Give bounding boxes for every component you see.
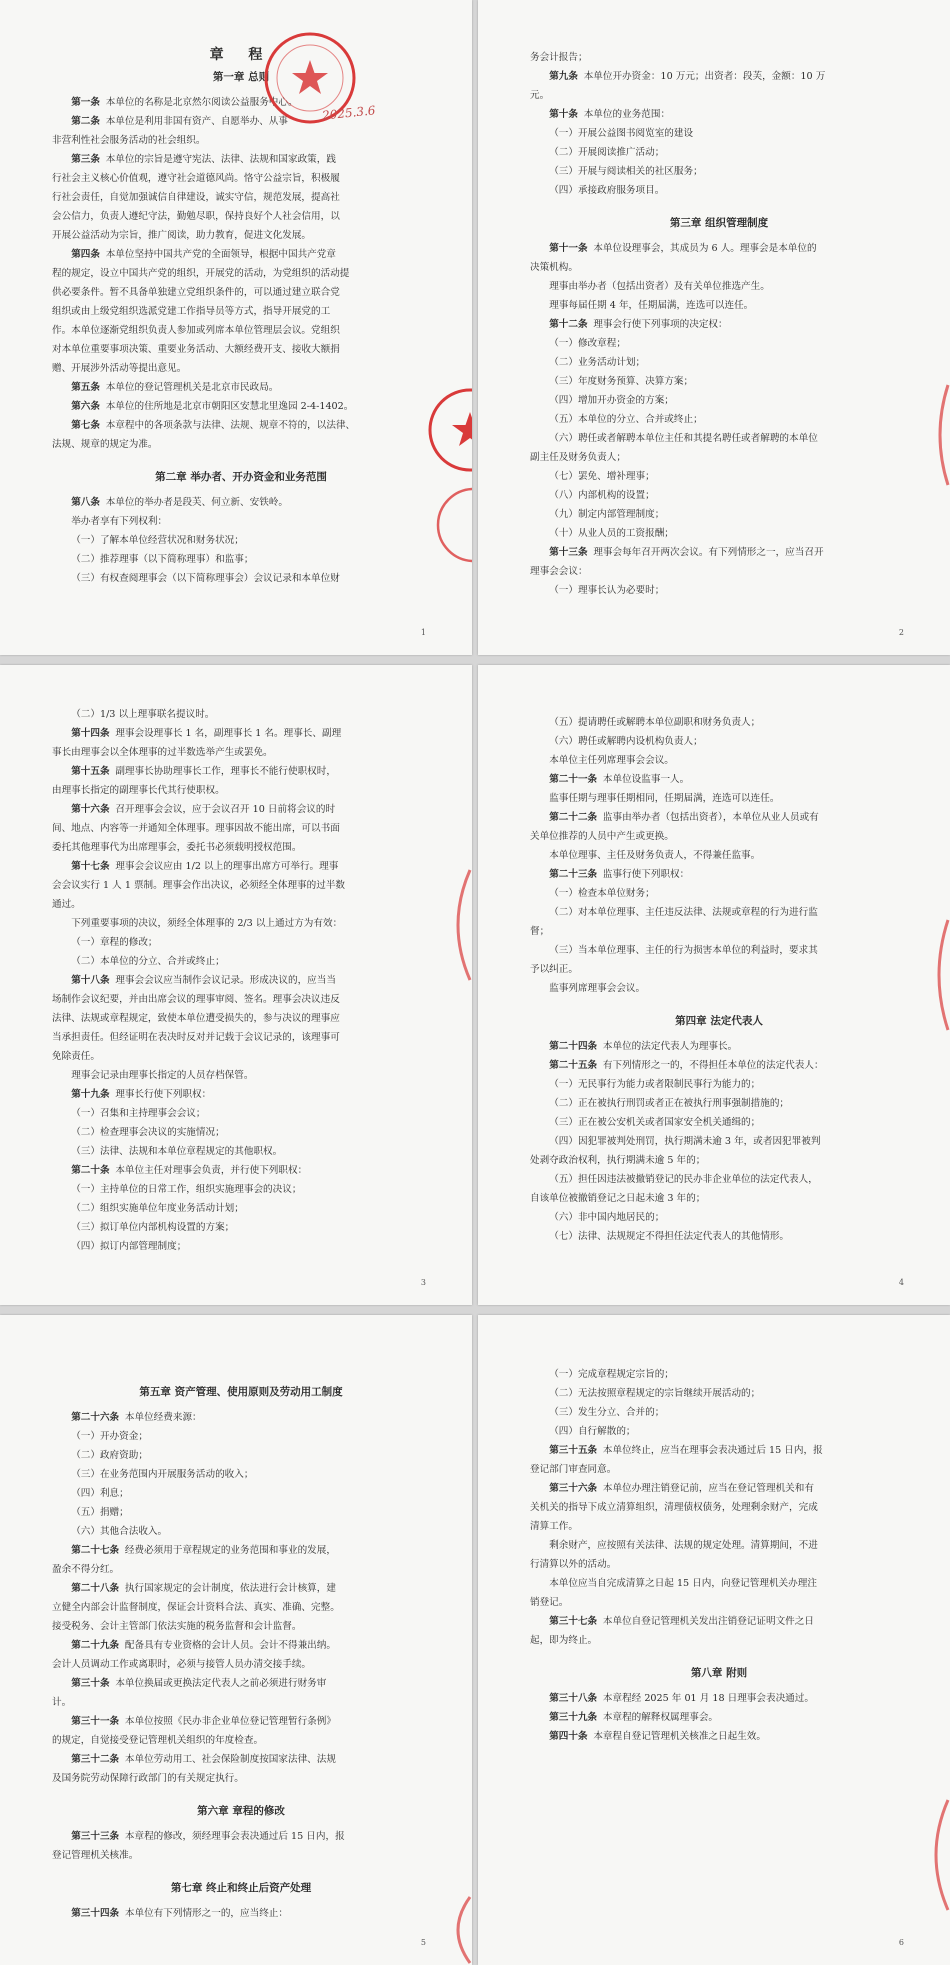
text-line: 的规定，自觉接受登记管理机关组织的年度检查。: [52, 1735, 264, 1746]
indented-line: （二）1/3 以上理事联名提议时。: [71, 709, 215, 720]
article-number: 第十九条: [71, 1089, 110, 1100]
chapter-heading: 第三章 组织管理制度: [669, 217, 769, 229]
text-line: 行社会责任，自觉加强诚信自律建设，诚实守信，规范发展，提高社: [52, 192, 340, 203]
article-paragraph: [52, 971, 430, 990]
indented-line: （二）对本单位理事、主任违反法律、法规或章程的行为进行监: [549, 907, 818, 918]
article-number: 第三十三条: [71, 1831, 120, 1842]
indented-line: 剩余财产，应按照有关法律、法规的规定处理。清算期间，不进: [549, 1540, 818, 1551]
article-paragraph: [52, 1750, 430, 1769]
text-line: 由理事长指定的副理事长代其行使职权。: [52, 785, 225, 796]
indented-line: （一）检查本单位财务；: [549, 888, 655, 899]
article-paragraph: [52, 1408, 430, 1427]
article-text: 本单位的举办者是段芙、何立新、安铁岭。: [105, 497, 288, 508]
indented-line: 下列重要事项的决议，须经全体理事的 2/3 以上通过方为有效：: [71, 918, 343, 929]
indented-line: （六）聘任或解聘内设机构负责人；: [549, 736, 703, 747]
article-text: 本单位的宗旨是遵守宪法、法律、法规和国家政策，践: [105, 154, 336, 165]
article-number: 第十四条: [71, 728, 110, 739]
text-line: 副主任及财务负责人；: [530, 452, 626, 463]
chapter-heading: 第四章 法定代表人: [675, 1015, 763, 1027]
article-number: 第九条: [549, 71, 578, 82]
article-text: 本单位的业务范围：: [583, 109, 671, 120]
indented-line: （二）开展阅读推广活动；: [549, 147, 665, 158]
article-number: 第二十四条: [549, 1041, 598, 1052]
indented-line: 理事由举办者（包括出资者）及有关单位推选产生。: [549, 281, 770, 292]
article-paragraph: [52, 1579, 430, 1598]
indented-line: （三）法律、法规和本单位章程规定的其他职权。: [71, 1146, 283, 1157]
article-text: 本单位经费来源：: [124, 1412, 202, 1423]
article-number: 第三十五条: [549, 1445, 598, 1456]
article-paragraph: [530, 1037, 908, 1056]
chapter-heading: 第五章 资产管理、使用原则及劳动用工制度: [139, 1386, 343, 1398]
indented-line: （一）理事长认为必要时；: [549, 585, 665, 596]
article-paragraph: [530, 1689, 908, 1708]
article-paragraph: [52, 93, 430, 112]
text-line: 关单位推荐的人员中产生或更换。: [530, 831, 674, 842]
page-content: [478, 713, 950, 1246]
chapter-heading: 第一章 总则: [212, 71, 270, 83]
indented-line: （二）组织实施单位年度业务活动计划；: [71, 1203, 244, 1214]
document-page-2: [478, 0, 950, 655]
page-number: 6: [898, 1938, 904, 1947]
article-paragraph: [52, 1161, 430, 1180]
text-line: 清算工作。: [530, 1521, 578, 1532]
indented-line: （一）开办资金；: [71, 1431, 148, 1442]
indented-line: （六）非中国内地居民的；: [549, 1212, 665, 1223]
text-line: 自该单位被撤销登记之日起未逾 3 年的；: [530, 1193, 706, 1204]
text-line: 理事会会议：: [530, 566, 588, 577]
article-number: 第十六条: [71, 804, 110, 815]
indented-line: （五）捐赠；: [71, 1507, 129, 1518]
article-text: 本单位有下列情形之一的，应当终止：: [124, 1908, 288, 1919]
page-number: 3: [420, 1278, 426, 1287]
chapter-heading: 第七章 终止和终止后资产处理: [170, 1882, 312, 1894]
indented-line: （三）年度财务预算、决算方案；: [549, 376, 694, 387]
indented-line: 监事任期与理事任期相同，任期届满，连选可以连任。: [549, 793, 780, 804]
article-text: 本章程经 2025 年 01 月 18 日理事会表决通过。: [602, 1693, 814, 1704]
text-line: 登记管理机关核准。: [52, 1850, 139, 1861]
indented-line: 理事每届任期 4 年，任期届满，连选可以连任。: [549, 300, 754, 311]
article-number: 第二十一条: [549, 774, 598, 785]
text-line: 免除责任。: [52, 1051, 100, 1062]
article-text: 配备具有专业资格的会计人员。会计不得兼出纳。: [124, 1640, 336, 1651]
indented-line: （八）内部机构的设置；: [549, 490, 655, 501]
article-text: 本单位的住所地是北京市朝阳区安慧北里逸园 2-4-1402。: [105, 401, 354, 412]
article-number: 第三十条: [71, 1678, 110, 1689]
indented-line: （三）开展与阅读相关的社区服务；: [549, 166, 703, 177]
article-text: 理事会设理事长 1 名，副理事长 1 名。理事长、副理: [115, 728, 342, 739]
article-text: 监事行使下列职权：: [602, 869, 690, 880]
article-paragraph: [52, 416, 430, 435]
text-line: 委托其他理事代为出席理事会，委托书必须载明授权范围。: [52, 842, 302, 853]
text-line: 登记部门审查同意。: [530, 1464, 617, 1475]
article-text: 本单位的名称是北京然尔阅读公益服务中心。: [105, 97, 298, 108]
article-paragraph: [530, 543, 908, 562]
article-number: 第十七条: [71, 861, 110, 872]
article-paragraph: [52, 857, 430, 876]
text-line: 决策机构。: [530, 262, 578, 273]
article-paragraph: [530, 1056, 908, 1075]
text-line: 会计人员调动工作或离职时，必须与接管人员办清交接手续。: [52, 1659, 312, 1670]
article-number: 第三十七条: [549, 1616, 598, 1627]
article-number: 第十三条: [549, 547, 588, 558]
article-paragraph: [52, 800, 430, 819]
indented-line: （四）自行解散的；: [549, 1426, 636, 1437]
indented-line: （二）推荐理事（以下简称理事）和监事；: [71, 554, 254, 565]
indented-line: （二）政府资助；: [71, 1450, 148, 1461]
article-paragraph: [530, 1479, 908, 1498]
text-line: 接受税务、会计主管部门依法实施的税务监督和会计监督。: [52, 1621, 302, 1632]
article-paragraph: [52, 1827, 430, 1846]
article-paragraph: [52, 378, 430, 397]
article-number: 第三十八条: [549, 1693, 598, 1704]
article-text: 有下列情形之一的，不得担任本单位的法定代表人：: [602, 1060, 824, 1071]
page-number: 4: [898, 1278, 904, 1287]
text-line: 行社会主义核心价值观，遵守社会道德风尚。恪守公益宗旨，积极履: [52, 173, 340, 184]
text-line: 开展公益活动为宗旨，推广阅读，助力教育，促进文化发展。: [52, 230, 312, 241]
indented-line: （一）主持单位的日常工作，组织实施理事会的决议；: [71, 1184, 302, 1195]
indented-line: 本单位理事、主任及财务负责人，不得兼任监事。: [549, 850, 761, 861]
article-text: 本单位自登记管理机关发出注销登记证明文件之日: [602, 1616, 814, 1627]
article-number: 第三十六条: [549, 1483, 598, 1494]
indented-line: （一）完成章程规定宗旨的；: [549, 1369, 674, 1380]
page-content: [0, 44, 472, 588]
text-line: 销登记。: [530, 1597, 569, 1608]
page-content: [478, 48, 950, 600]
article-paragraph: [52, 245, 430, 264]
indented-line: （一）开展公益图书阅览室的建设: [549, 128, 694, 139]
article-number: 第二十六条: [71, 1412, 120, 1423]
article-paragraph: [530, 1708, 908, 1727]
article-number: 第三十九条: [549, 1712, 598, 1723]
text-line: 会会议实行 1 人 1 票制。理事会作出决议，必须经全体理事的过半数: [52, 880, 346, 891]
article-paragraph: [52, 724, 430, 743]
article-text: 理事长行使下列职权：: [115, 1089, 212, 1100]
text-line: 督；: [530, 926, 550, 937]
article-number: 第十五条: [71, 766, 110, 777]
document-page-1: [0, 0, 472, 655]
article-number: 第二十七条: [71, 1545, 120, 1556]
text-line: 法律、法规或章程规定，致使本单位遭受损失的，参与决议的理事应: [52, 1013, 340, 1024]
indented-line: 本单位主任列席理事会会议。: [549, 755, 674, 766]
indented-line: （二）无法按照章程规定的宗旨继续开展活动的；: [549, 1388, 761, 1399]
article-paragraph: [530, 105, 908, 124]
text-line: 关机关的指导下成立清算组织，清理债权债务，处理剩余财产，完成: [530, 1502, 818, 1513]
article-number: 第三十二条: [71, 1754, 120, 1765]
article-paragraph: [530, 865, 908, 884]
indented-line: （一）了解本单位经营状况和财务状况；: [71, 535, 244, 546]
article-text: 理事会每年召开两次会议。有下列情形之一，应当召开: [593, 547, 824, 558]
document-title: 章 程: [209, 47, 273, 63]
page-number: 1: [420, 628, 426, 637]
indented-line: （七）法律、法规规定不得担任法定代表人的其他情形。: [549, 1231, 790, 1242]
indented-line: （二）正在被执行刑罚或者正在被执行刑事强制措施的；: [549, 1098, 790, 1109]
article-text: 本章程的修改，须经理事会表决通过后 15 日内，报: [124, 1831, 345, 1842]
article-number: 第三十四条: [71, 1908, 120, 1919]
indented-line: （六）聘任或者解聘本单位主任和其提名聘任或者解聘的本单位: [549, 433, 818, 444]
article-paragraph: [52, 1674, 430, 1693]
article-number: 第二十三条: [549, 869, 598, 880]
article-paragraph: [530, 239, 908, 258]
text-line: 务会计报告；: [530, 52, 588, 63]
article-text: 本单位设理事会，其成员为 6 人。理事会是本单位的: [593, 243, 817, 254]
page-content: [0, 705, 472, 1256]
article-text: 本单位开办资金：10 万元；出资者：段芙，金额：10 万: [583, 71, 826, 82]
article-paragraph: [530, 808, 908, 827]
text-line: 组织或由上级党组织选派党建工作指导员等方式，指导开展党的工: [52, 306, 331, 317]
indented-line: 监事列席理事会会议。: [549, 983, 646, 994]
text-line: 起，即为终止。: [530, 1635, 598, 1646]
page-number: 5: [420, 1938, 426, 1947]
article-text: 副理事长协助理事长工作，理事长不能行使职权时，: [115, 766, 336, 777]
indented-line: （五）本单位的分立、合并或终止；: [549, 414, 703, 425]
article-paragraph: [530, 315, 908, 334]
indented-line: （六）其他合法收入。: [71, 1526, 168, 1537]
article-number: 第七条: [71, 420, 100, 431]
document-page-5: [0, 1315, 472, 1965]
text-line: 程的规定，设立中国共产党的组织，开展党的活动，为党组织的活动提: [52, 268, 350, 279]
article-text: 本章程的解释权属理事会。: [602, 1712, 719, 1723]
chapter-heading: 第八章 附则: [690, 1667, 748, 1679]
article-number: 第四条: [71, 249, 100, 260]
article-text: 本章程中的各项条款与法律、法规、规章不符的，以法律、: [105, 420, 356, 431]
indented-line: （二）检查理事会决议的实施情况；: [71, 1127, 225, 1138]
article-number: 第四十条: [549, 1731, 588, 1742]
indented-line: （四）增加开办资金的方案；: [549, 395, 674, 406]
article-text: 本单位的登记管理机关是北京市民政局。: [105, 382, 279, 393]
article-text: 本单位办理注销登记前，应当在登记管理机关和有: [602, 1483, 814, 1494]
chapter-heading: 第六章 章程的修改: [197, 1805, 285, 1817]
text-line: 赠、开展涉外活动等提出意见。: [52, 363, 187, 374]
article-text: 本章程自登记管理机关核准之日起生效。: [593, 1731, 766, 1742]
article-text: 执行国家规定的会计制度，依法进行会计核算，建: [124, 1583, 336, 1594]
text-line: 供必要条件。暂不具备单独建立党组织条件的，可以通过建立联合党: [52, 287, 340, 298]
text-line: 间、地点、内容等一并通知全体理事。理事因故不能出席，可以书面: [52, 823, 340, 834]
article-text: 经费必须用于章程规定的业务范围和事业的发展，: [124, 1545, 336, 1556]
text-line: 盈余不得分红。: [52, 1564, 120, 1575]
text-line: 计。: [52, 1697, 72, 1708]
article-text: 召开理事会会议，应于会议召开 10 日前将会议的时: [115, 804, 336, 815]
article-paragraph: [530, 770, 908, 789]
article-paragraph: [52, 112, 430, 131]
article-number: 第五条: [71, 382, 100, 393]
indented-line: 举办者享有下列权利：: [71, 516, 168, 527]
indented-line: （九）制定内部管理制度；: [549, 509, 665, 520]
article-number: 第八条: [71, 497, 100, 508]
article-number: 第十一条: [549, 243, 588, 254]
text-line: 对本单位重要事项决策、重要业务活动、大额经费开支、接收大额捐: [52, 344, 340, 355]
article-paragraph: [530, 67, 908, 86]
text-line: 通过。: [52, 899, 81, 910]
indented-line: （四）拟订内部管理制度；: [71, 1241, 187, 1252]
article-text: 本单位是利用非国有资产、自愿举办、从事: [105, 116, 288, 127]
indented-line: （三）拟订单位内部机构设置的方案；: [71, 1222, 235, 1233]
article-text: 理事会行使下列事项的决定权：: [593, 319, 728, 330]
text-line: 予以纠正。: [530, 964, 578, 975]
article-text: 本单位终止，应当在理事会表决通过后 15 日内，报: [602, 1445, 823, 1456]
text-line: 及国务院劳动保障行政部门的有关规定执行。: [52, 1773, 244, 1784]
indented-line: （三）正在被公安机关或者国家安全机关通缉的；: [549, 1117, 761, 1128]
indented-line: （一）召集和主持理事会会议；: [71, 1108, 206, 1119]
page-content: [0, 1383, 472, 1923]
indented-line: （三）在业务范围内开展服务活动的收入；: [71, 1469, 254, 1480]
article-paragraph: [52, 1904, 430, 1923]
indented-line: （四）承接政府服务项目。: [549, 185, 665, 196]
article-paragraph: [52, 1712, 430, 1731]
article-number: 第三条: [71, 154, 100, 165]
page-number: 2: [898, 628, 904, 637]
article-number: 第十条: [549, 109, 578, 120]
article-paragraph: [52, 762, 430, 781]
article-number: 第三十一条: [71, 1716, 120, 1727]
indented-line: （四）因犯罪被判处刑罚，执行期满未逾 3 年，或者因犯罪被判: [549, 1136, 821, 1147]
indented-line: （一）章程的修改；: [71, 937, 158, 948]
text-line: 行清算以外的活动。: [530, 1559, 617, 1570]
indented-line: （一）修改章程；: [549, 338, 626, 349]
article-number: 第十八条: [71, 975, 110, 986]
document-page-4: [478, 665, 950, 1305]
article-number: 第二十二条: [549, 812, 598, 823]
article-text: 理事会会议应由 1/2 以上的理事出席方可举行。理事: [115, 861, 339, 872]
indented-line: （七）罢免、增补理事；: [549, 471, 655, 482]
article-number: 第二十九条: [71, 1640, 120, 1651]
article-text: 本单位劳动用工、社会保险制度按国家法律、法规: [124, 1754, 336, 1765]
article-paragraph: [52, 1636, 430, 1655]
article-number: 第六条: [71, 401, 100, 412]
article-text: 本单位按照《民办非企业单位登记管理暂行条例》: [124, 1716, 336, 1727]
text-line: 会公信力，负责人遵纪守法，勤勉尽职，保持良好个人社会信用，以: [52, 211, 340, 222]
indented-line: （五）担任因违法被撤销登记的民办非企业单位的法定代表人，: [549, 1174, 818, 1185]
document-page-6: [478, 1315, 950, 1965]
article-paragraph: [530, 1612, 908, 1631]
text-line: 场制作会议纪要，并由出席会议的理事审阅、签名。理事会决议违反: [52, 994, 340, 1005]
article-paragraph: [52, 493, 430, 512]
text-line: 事长由理事会以全体理事的过半数选举产生或罢免。: [52, 747, 273, 758]
indented-line: （五）提请聘任或解聘本单位副职和财务负责人；: [549, 717, 761, 728]
text-line: 法规、规章的规定为准。: [52, 439, 158, 450]
article-text: 理事会会议应当制作会议记录。形成决议的，应当当: [115, 975, 336, 986]
chapter-heading: 第二章 举办者、开办资金和业务范围: [155, 471, 327, 483]
article-number: 第一条: [71, 97, 100, 108]
article-text: 本单位主任对理事会负责，并行使下列职权：: [115, 1165, 308, 1176]
text-line: 作。本单位逐渐党组织负责人参加或列席本单位管理层会议。党组织: [52, 325, 340, 336]
article-number: 第二条: [71, 116, 100, 127]
indented-line: （二）业务活动计划；: [549, 357, 646, 368]
article-paragraph: [52, 1541, 430, 1560]
article-paragraph: [530, 1441, 908, 1460]
indented-line: （一）无民事行为能力或者限制民事行为能力的；: [549, 1079, 761, 1090]
article-number: 第二十八条: [71, 1583, 120, 1594]
article-text: 本单位坚持中国共产党的全面领导，根据中国共产党章: [105, 249, 336, 260]
article-paragraph: [52, 150, 430, 169]
indented-line: （三）发生分立、合并的；: [549, 1407, 665, 1418]
indented-line: 本单位应当自完成清算之日起 15 日内，向登记管理机关办理注: [549, 1578, 817, 1589]
article-text: 监事由举办者（包括出资者），本单位从业人员或有: [602, 812, 819, 823]
document-page-3: [0, 665, 472, 1305]
seal-date-handwritten: 2025.3.6: [321, 103, 377, 123]
text-line: 非营利性社会服务活动的社会组织。: [52, 135, 206, 146]
indented-line: （二）本单位的分立、合并或终止；: [71, 956, 225, 967]
text-line: 处剥夺政治权利，执行期满未逾 5 年的；: [530, 1155, 706, 1166]
edge-seal-mark: [918, 1795, 950, 1915]
article-text: 本单位的法定代表人为理事长。: [602, 1041, 738, 1052]
article-number: 第二十五条: [549, 1060, 598, 1071]
article-number: 第十二条: [549, 319, 588, 330]
page-content: [478, 1365, 950, 1746]
article-paragraph: [52, 397, 430, 416]
text-line: 元。: [530, 90, 550, 101]
article-number: 第二十条: [71, 1165, 110, 1176]
text-line: 当承担责任。但经证明在表决时反对并记载于会议记录的，该理事可: [52, 1032, 340, 1043]
article-paragraph: [52, 1085, 430, 1104]
indented-line: （三）有权查阅理事会（以下简称理事会）会议记录和本单位财: [71, 573, 340, 584]
indented-line: 理事会记录由理事长指定的人员存档保管。: [71, 1070, 254, 1081]
article-paragraph: [530, 1727, 908, 1746]
article-text: 本单位换届或更换法定代表人之前必须进行财务审: [115, 1678, 327, 1689]
indented-line: （三）当本单位理事、主任的行为损害本单位的利益时，要求其: [549, 945, 818, 956]
indented-line: （十）从业人员的工资报酬；: [549, 528, 674, 539]
indented-line: （四）利息；: [71, 1488, 129, 1499]
text-line: 立健全内部会计监督制度，保证会计资料合法、真实、准确、完整。: [52, 1602, 340, 1613]
article-text: 本单位设监事一人。: [602, 774, 690, 785]
